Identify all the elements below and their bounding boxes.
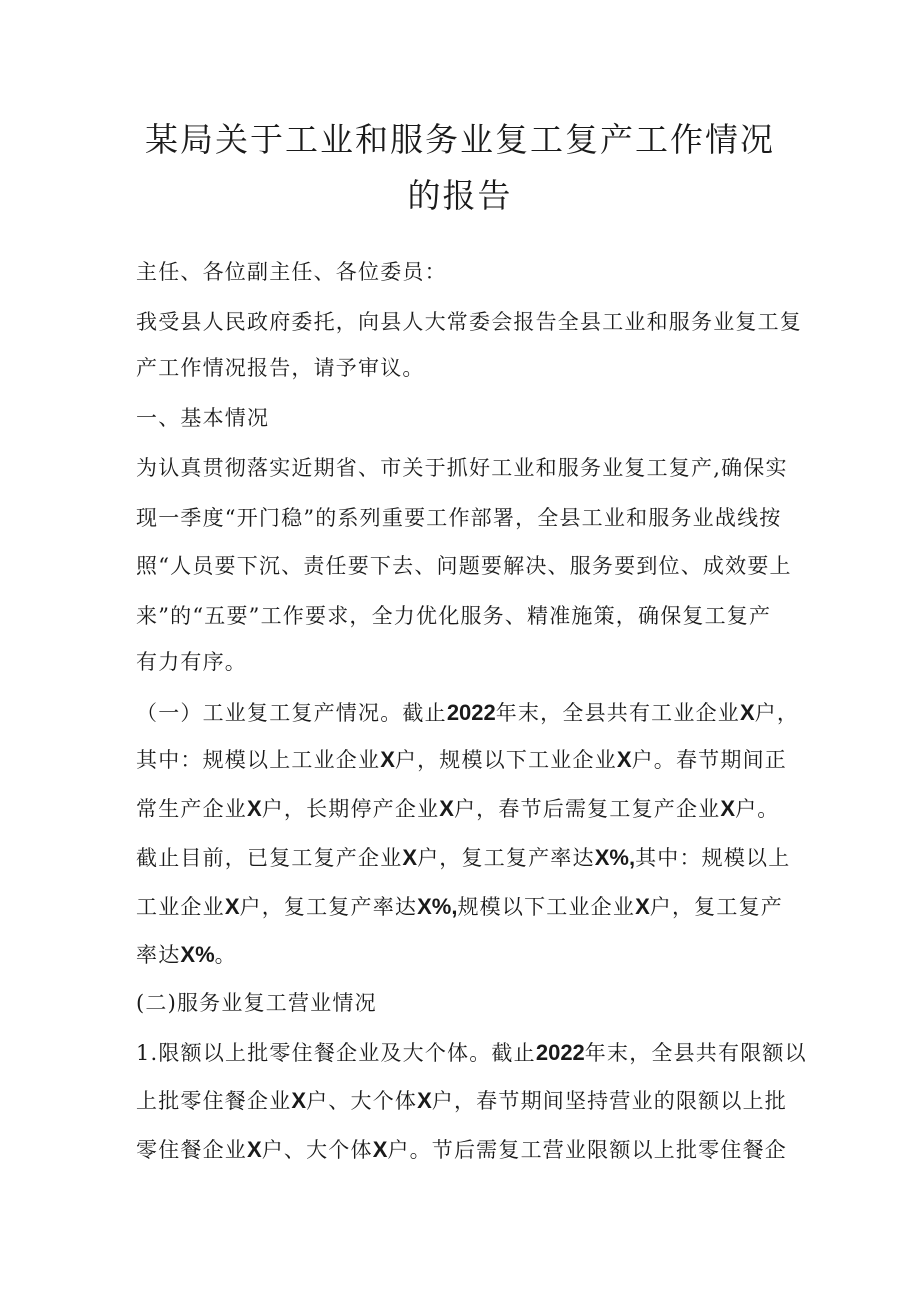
paragraph-line: 现一季度“开门稳”的系列重要工作部署，全县工业和服务业战线按	[136, 506, 782, 530]
paragraph-line: 产工作情况报告，请予审议。	[136, 356, 425, 380]
percentage-value: X%	[180, 942, 215, 967]
paragraph-line: 为认真贯彻落实近期省、市关于抓好工业和服务业复工复产,确保实	[136, 456, 788, 480]
salutation: 主任、各位副主任、各位委员：	[136, 260, 447, 284]
subsection-heading: (二)服务业复工营业情况	[136, 991, 377, 1015]
paragraph-line	[136, 941, 796, 969]
text-segment: 上批零住餐企业	[136, 1089, 292, 1113]
text-segment: 户、大个体	[261, 1138, 373, 1162]
text-segment: 规模以下工业企业	[457, 895, 636, 919]
document-title-line-1: 某局关于工业和服务业复工复产工作情况	[145, 120, 775, 159]
year-value: 2022	[446, 700, 496, 725]
text-segment: 截止目前，已复工复产企业	[136, 846, 403, 870]
text-segment: 户，	[754, 701, 800, 725]
placeholder-value: X	[291, 1088, 307, 1113]
text-segment: 常生产企业	[136, 797, 247, 821]
placeholder-value: X	[402, 845, 418, 870]
text-segment: 率达	[136, 943, 181, 967]
text-segment: 户，春节后需复工复产企业	[453, 797, 721, 821]
text-segment: 户、大个体	[306, 1089, 418, 1113]
text-segment: 户，复工复产率达	[417, 846, 595, 870]
text-segment: （一）工业复工复产情况。截止	[136, 701, 447, 725]
text-segment: 户，长期停产企业	[261, 797, 440, 821]
text-segment: 户。节后需复工营业限额以上批零住餐企	[387, 1138, 787, 1162]
placeholder-value: X	[247, 796, 262, 821]
paragraph-line: 来”的“五要”工作要求，全力优化服务、精准施策，确保复工复产	[136, 604, 772, 628]
text-segment: 户，复工复产率达	[239, 895, 418, 919]
text-segment: 户。	[735, 797, 780, 821]
text-segment: 。	[214, 943, 237, 967]
paragraph-line	[136, 893, 796, 921]
paragraph-line: 我受县人民政府委托，向县人大常委会报告全县工业和服务业复工复	[136, 310, 802, 334]
paragraph-line	[136, 1136, 796, 1164]
paragraph-line	[136, 1087, 796, 1115]
percentage-value: X%,	[594, 845, 636, 870]
text-segment: 其中：规模以上工业企业	[136, 748, 381, 772]
placeholder-value: X	[635, 894, 650, 919]
text-segment: 工业企业	[136, 895, 225, 919]
placeholder-value: X	[417, 1088, 432, 1113]
placeholder-value: X	[372, 1137, 388, 1162]
paragraph-line: 照“人员要下沉、责任要下去、问题要解决、服务要到位、成效要上	[136, 554, 792, 578]
paragraph-line	[136, 795, 796, 823]
text-segment: 户，复工复产	[649, 895, 783, 919]
placeholder-value: X	[616, 747, 632, 772]
placeholder-value: X	[224, 894, 240, 919]
paragraph-line	[136, 746, 796, 774]
text-segment: 1.限额以上批零住餐企业及大个体。截止	[136, 1041, 536, 1065]
placeholder-value: X	[720, 796, 736, 821]
text-segment: 年末，全县共有工业企业	[495, 701, 740, 725]
text-segment: 零住餐企业	[136, 1138, 247, 1162]
placeholder-value: X	[247, 1137, 262, 1162]
section-heading: 一、基本情况	[136, 406, 270, 430]
text-segment: 其中：规模以上	[635, 846, 791, 870]
paragraph-line	[136, 844, 796, 872]
percentage-value: X%,	[417, 894, 458, 919]
paragraph-line: 有力有序。	[136, 650, 247, 674]
placeholder-value: X	[739, 700, 755, 725]
text-segment: 户，春节期间坚持营业的限额以上批	[431, 1089, 787, 1113]
paragraph-line	[136, 1039, 807, 1067]
text-segment: 户。春节期间正	[631, 748, 787, 772]
paragraph-line	[136, 699, 800, 727]
placeholder-value: X	[380, 747, 395, 772]
placeholder-value: X	[439, 796, 454, 821]
text-segment: 年末，全县共有限额以	[584, 1041, 807, 1065]
text-segment: 户，规模以下工业企业	[394, 748, 617, 772]
year-value: 2022	[535, 1040, 585, 1065]
document-title-line-2: 的报告	[407, 176, 513, 215]
